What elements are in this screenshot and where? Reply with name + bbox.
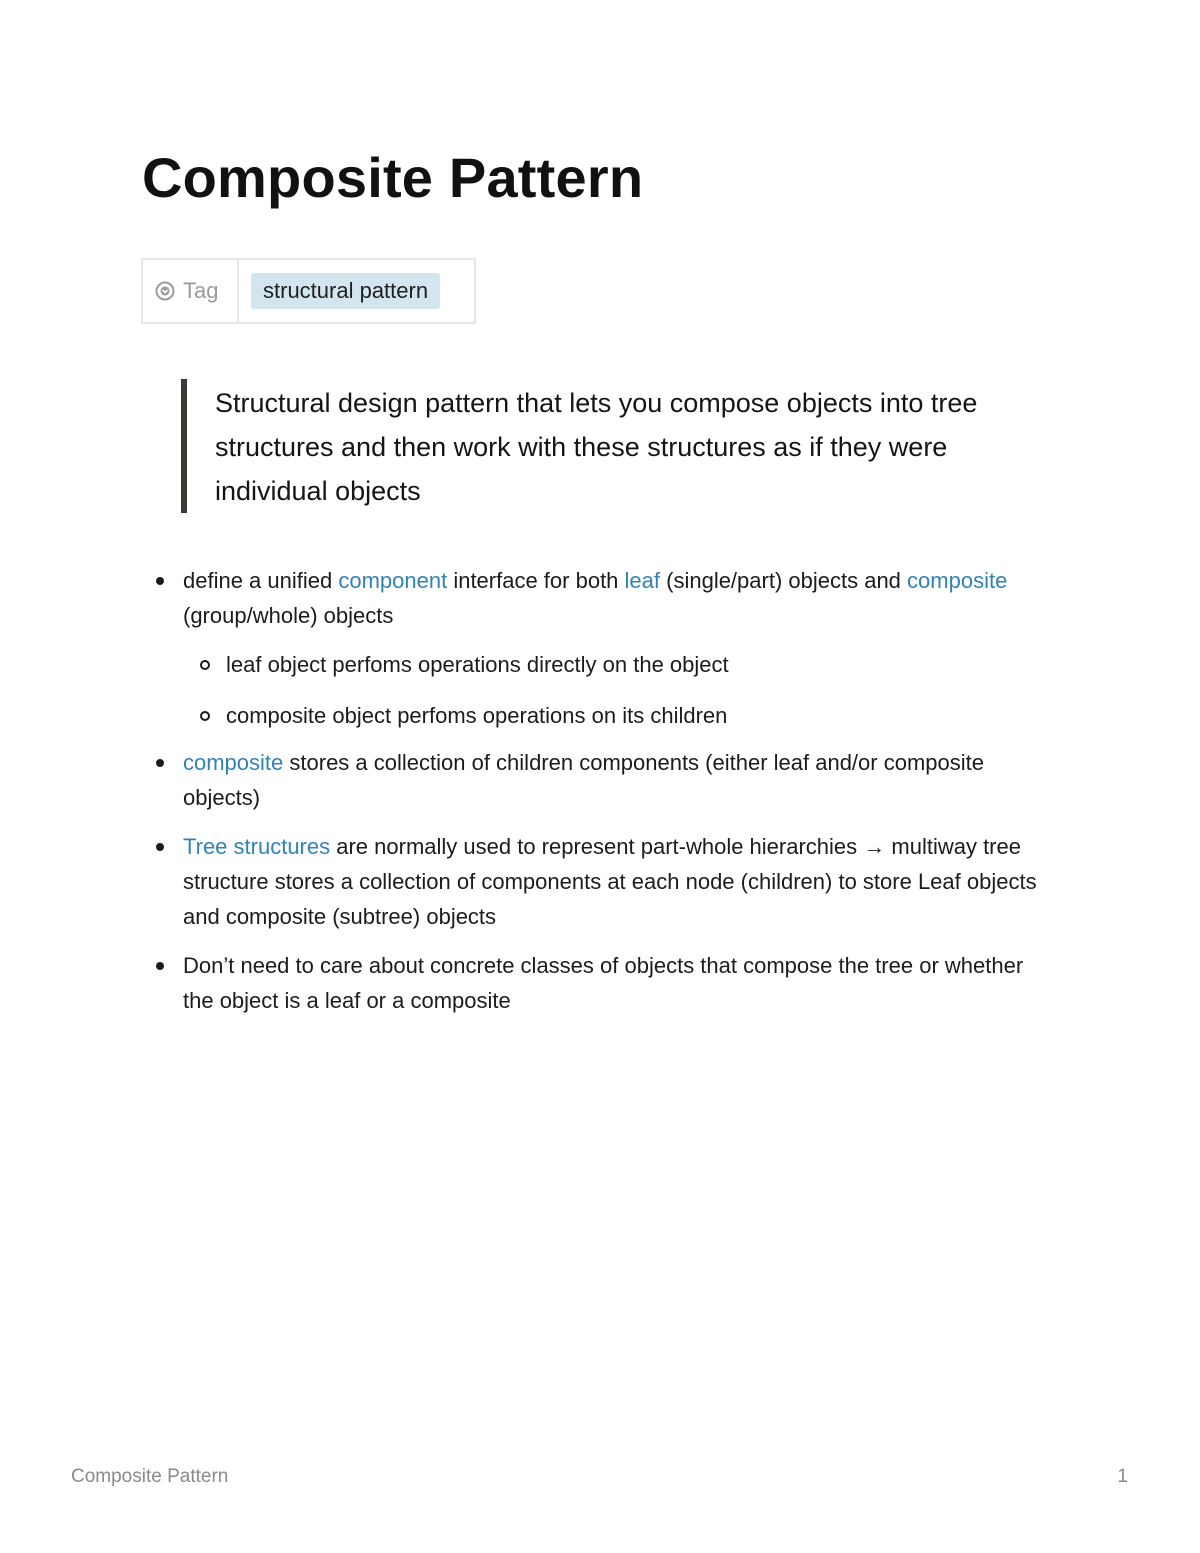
footer-page-number: 1 xyxy=(1117,1466,1128,1487)
list-item xyxy=(156,745,1056,815)
quote-text: Structural design pattern that lets you compose objects into tree structures and then work with these structures as if they were individual objects xyxy=(215,388,978,506)
bullet-dot xyxy=(156,843,164,851)
bullet-text: stores a collection of children components (either leaf and/or composite objects) xyxy=(183,750,984,810)
footer-title: Composite Pattern xyxy=(71,1466,229,1487)
bullet-text: (group/whole) objects xyxy=(183,603,394,628)
bullet-text: Don’t need to care about concrete classes of objects that compose the tree or whether the object is a leaf or a composite xyxy=(183,953,1024,1013)
link-composite[interactable]: composite xyxy=(907,568,1008,593)
properties-table xyxy=(141,258,476,324)
bullet-dot xyxy=(156,759,164,767)
sub-list-item xyxy=(156,698,1056,733)
page-title: Composite Pattern xyxy=(142,146,644,209)
tag-select-icon xyxy=(155,281,175,301)
property-tag-label: Tag xyxy=(183,278,219,303)
bullet-dot xyxy=(156,577,164,585)
sub-list-item xyxy=(156,647,1056,682)
bullet-text: are normally used to represent part-whole hierarchies → multiway tree structure stores a collection of components at each node (children) to store Leaf objects and composite (subtree) objects xyxy=(183,834,1037,929)
tag-chip[interactable]: structural pattern xyxy=(251,273,440,309)
property-tag-key xyxy=(143,260,239,322)
link-composite[interactable]: composite xyxy=(183,750,284,775)
link-tree-structures[interactable]: Tree structures xyxy=(183,834,331,859)
bullet-text: (single/part) objects and xyxy=(660,568,908,593)
summary-quote xyxy=(181,379,1061,513)
sub-bullet-text: leaf object perfoms operations directly on the object xyxy=(226,652,729,677)
bullet-list xyxy=(156,563,1056,1032)
list-item xyxy=(156,948,1056,1018)
sub-bullet-text: composite object perfoms operations on its children xyxy=(226,703,728,728)
link-leaf[interactable]: leaf xyxy=(624,568,661,593)
link-component[interactable]: component xyxy=(338,568,448,593)
property-tag-value xyxy=(239,260,474,322)
list-item xyxy=(156,829,1056,934)
bullet-text: interface for both xyxy=(447,568,625,593)
sub-bullet-ring xyxy=(200,660,210,670)
sub-bullet-ring xyxy=(200,711,210,721)
list-item xyxy=(156,563,1056,633)
bullet-text: define a unified xyxy=(183,568,339,593)
bullet-dot xyxy=(156,962,164,970)
